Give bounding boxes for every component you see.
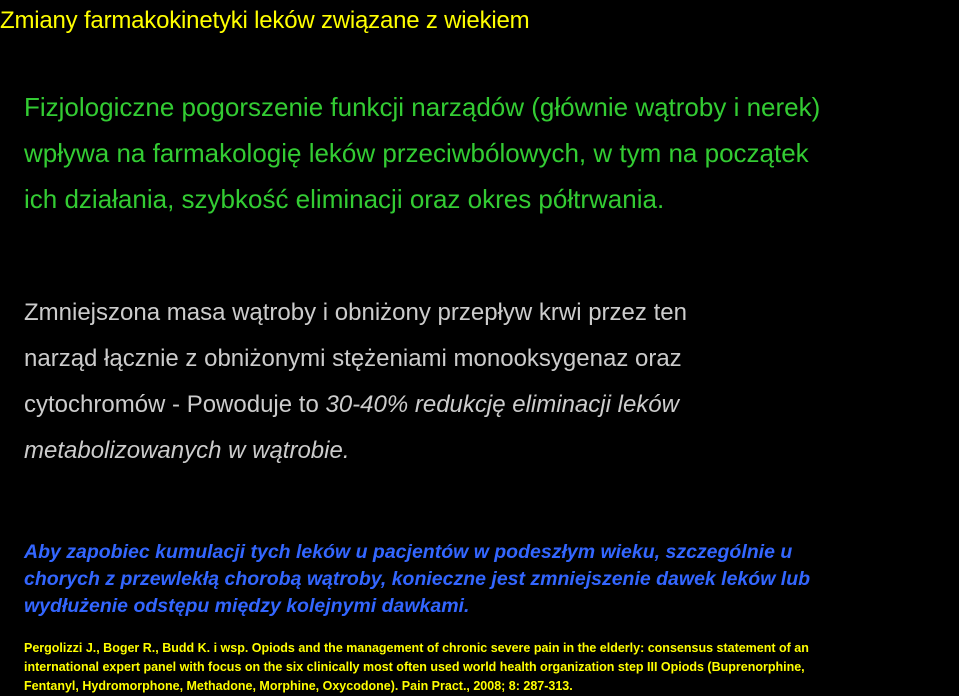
paragraph-line: wydłużenie odstępu między kolejnymi dawkami.	[24, 595, 470, 617]
slide-title: Zmiany farmakokinetyki leków związane z wiekiem	[0, 7, 530, 34]
citation-line: international expert panel with focus on the six clinically most often used world health organization step III Opiods (Buprenorphine,	[24, 660, 805, 674]
paragraph-line: Aby zapobiec kumulacji tych leków u pacjentów w podeszłym wieku, szczególnie u	[24, 541, 793, 563]
paragraph-recommendation	[24, 539, 954, 620]
citation-line: Pergolizzi J., Boger R., Budd K. i wsp. Opiods and the management of chronic severe pain in the elderly: consensus statement of an	[24, 641, 809, 655]
paragraph-line: Fizjologiczne pogorszenie funkcji narządów (głównie wątroby i nerek)	[24, 92, 821, 122]
citation-line: Fentanyl, Hydromorphone, Methadone, Morphine, Oxycodone). Pain Pract., 2008; 8: 287-313.	[24, 679, 573, 693]
paragraph-line: Zmniejszona masa wątroby i obniżony przepływ krwi przez ten	[24, 299, 687, 326]
paragraph-line: ich działania, szybkość eliminacji oraz okres półtrwania.	[24, 184, 665, 214]
paragraph-line: wpływa na farmakologię leków przeciwbólowych, w tym na początek	[24, 138, 809, 168]
text-normal: cytochromów - Powoduje to	[24, 391, 326, 418]
paragraph-line: narząd łącznie z obniżonymi stężeniami monooksygenaz oraz	[24, 345, 682, 372]
paragraph-line: chorych z przewlekłą chorobą wątroby, konieczne jest zmniejszenie dawek leków lub	[24, 568, 811, 590]
paragraph-liver	[24, 290, 954, 474]
text-emphasis: 30-40% redukcję eliminacji leków	[325, 391, 679, 418]
paragraph-physiology	[24, 84, 954, 222]
reference-citation	[24, 639, 954, 696]
paragraph-line	[24, 382, 954, 428]
paragraph-line: metabolizowanych w wątrobie.	[24, 437, 350, 464]
